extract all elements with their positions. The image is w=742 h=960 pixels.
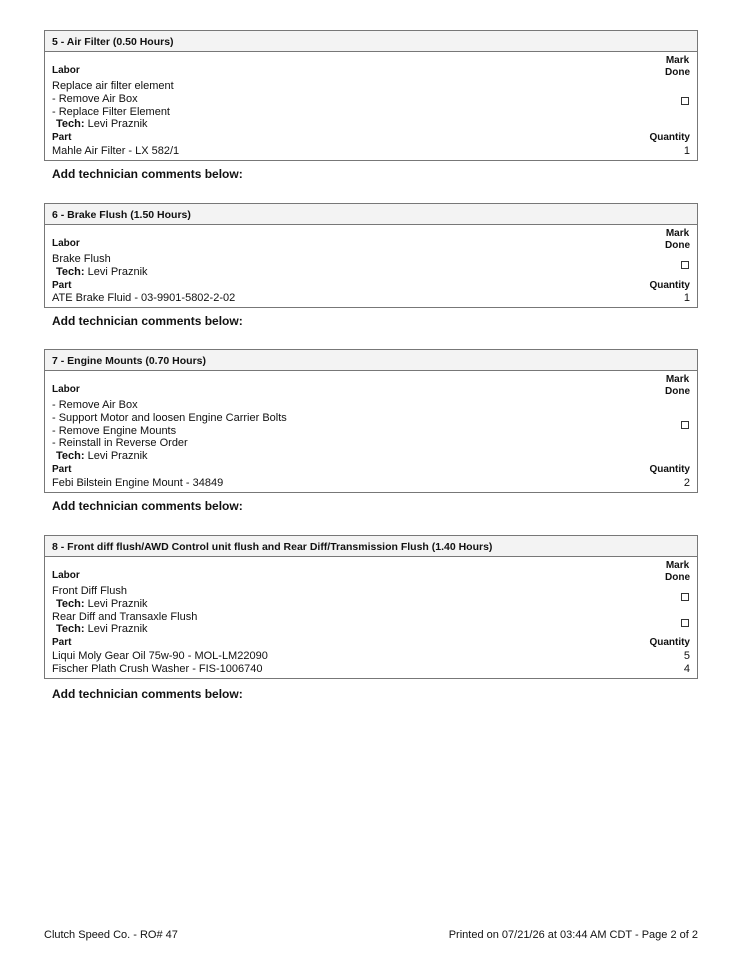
part-name: Mahle Air Filter - LX 582/1 <box>52 144 180 157</box>
comments-label: Add technician comments below: <box>52 687 243 701</box>
labor-item <box>52 611 690 637</box>
tech-line: Tech: Levi Praznik <box>56 118 148 131</box>
labor-heading: Labor <box>52 384 80 396</box>
tech-line: Tech: Levi Praznik <box>56 450 148 463</box>
tech-name: Levi Praznik <box>87 623 148 636</box>
mark-done-heading: Mark Done <box>665 228 690 251</box>
job-section-6 <box>44 203 698 308</box>
labor-heading: Labor <box>52 65 80 77</box>
part-quantity: 1 <box>683 292 690 305</box>
labor-item <box>52 399 690 463</box>
labor-item <box>52 585 690 611</box>
labor-line: - Support Motor and loosen Engine Carrier Bolts <box>52 411 287 424</box>
part-heading: Part <box>52 463 72 475</box>
job-section-7 <box>44 349 698 493</box>
part-quantity: 1 <box>683 144 690 157</box>
part-quantity: 2 <box>683 476 690 489</box>
mark-done-checkbox[interactable] <box>681 97 689 105</box>
quantity-heading: Quantity <box>649 132 690 144</box>
part-row <box>52 663 690 676</box>
labor-line: Front Diff Flush <box>52 585 127 597</box>
part-name: Febi Bilstein Engine Mount - 34849 <box>52 476 224 489</box>
part-row <box>52 145 690 158</box>
job-section-8 <box>44 535 698 679</box>
quantity-heading: Quantity <box>649 463 690 475</box>
tech-name: Levi Praznik <box>87 597 148 610</box>
labor-line: Brake Flush <box>52 253 111 265</box>
mark-done-heading: Mark Done <box>665 374 690 397</box>
part-row <box>52 650 690 663</box>
part-heading: Part <box>52 279 72 291</box>
job-title: 8 - Front diff flush/AWD Control unit flush and Rear Diff/Transmission Flush (1.40 Hours) <box>45 536 697 557</box>
job-title: 6 - Brake Flush (1.50 Hours) <box>45 204 697 225</box>
part-name: Fischer Plath Crush Washer - FIS-1006740 <box>52 662 263 675</box>
quantity-heading: Quantity <box>649 279 690 291</box>
labor-line: - Remove Air Box <box>52 399 138 411</box>
labor-line: Rear Diff and Transaxle Flush <box>52 610 198 623</box>
labor-line: - Remove Engine Mounts <box>52 424 177 437</box>
footer-print-info: Printed on 07/21/26 at 03:44 AM CDT - Page 2 of 2 <box>448 929 698 941</box>
labor-line: Replace air filter element <box>52 80 174 92</box>
job-section-5 <box>44 30 698 161</box>
tech-line: Tech: Levi Praznik <box>56 597 148 610</box>
tech-name: Levi Praznik <box>87 118 148 131</box>
mark-done-heading: Mark Done <box>665 560 690 583</box>
job-title: 5 - Air Filter (0.50 Hours) <box>45 31 697 52</box>
part-quantity: 4 <box>683 662 690 675</box>
comments-label: Add technician comments below: <box>52 167 243 181</box>
mark-done-checkbox[interactable] <box>681 421 689 429</box>
labor-item <box>52 253 690 279</box>
tech-line: Tech: Levi Praznik <box>56 265 148 278</box>
labor-item <box>52 80 690 131</box>
part-heading: Part <box>52 637 72 649</box>
labor-line: - Remove Air Box <box>52 92 138 105</box>
part-heading: Part <box>52 132 72 144</box>
labor-heading: Labor <box>52 238 80 250</box>
tech-name: Levi Praznik <box>87 450 148 463</box>
comments-label: Add technician comments below: <box>52 499 243 513</box>
tech-line: Tech: Levi Praznik <box>56 623 148 636</box>
part-row <box>52 292 690 305</box>
part-name: ATE Brake Fluid - 03-9901-5802-2-02 <box>52 292 236 305</box>
labor-line: - Replace Filter Element <box>52 105 170 118</box>
part-row <box>52 477 690 490</box>
part-name: Liqui Moly Gear Oil 75w-90 - MOL-LM22090 <box>52 649 268 662</box>
job-title: 7 - Engine Mounts (0.70 Hours) <box>45 350 697 371</box>
mark-done-checkbox[interactable] <box>681 619 689 627</box>
tech-name: Levi Praznik <box>87 265 148 278</box>
comments-label: Add technician comments below: <box>52 314 243 328</box>
mark-done-checkbox[interactable] <box>681 261 689 269</box>
labor-heading: Labor <box>52 570 80 582</box>
labor-line: - Reinstall in Reverse Order <box>52 437 188 450</box>
footer-shop-ro: Clutch Speed Co. - RO# 47 <box>44 929 178 941</box>
part-quantity: 5 <box>683 649 690 662</box>
mark-done-checkbox[interactable] <box>681 593 689 601</box>
quantity-heading: Quantity <box>649 637 690 649</box>
mark-done-heading: Mark Done <box>665 55 690 78</box>
